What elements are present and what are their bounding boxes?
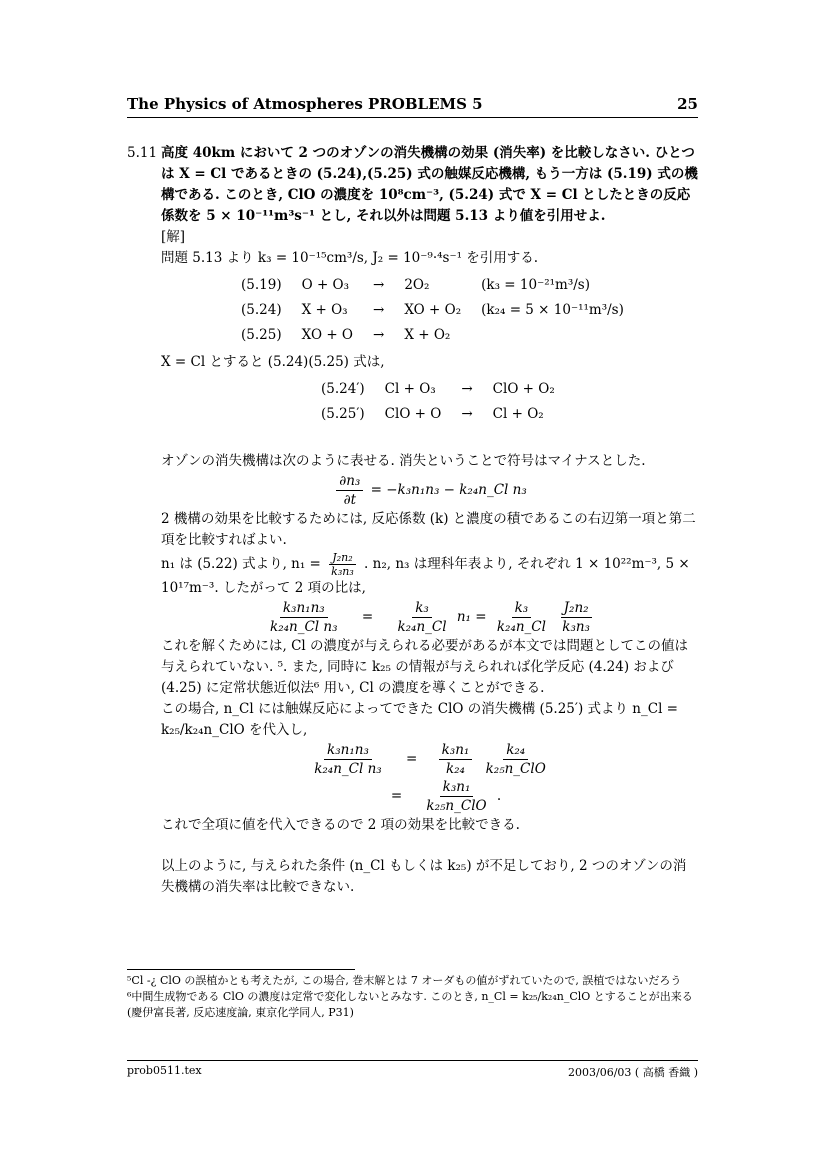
paragraph-3-end: . n₂, n₃ は理科年表より, それぞれ 1 × 10²²m⁻³, 5 × 10¹⁷m⁻³. したがって 2 項の比は, bbox=[161, 556, 690, 596]
reaction-arrow: → bbox=[373, 277, 385, 293]
footnote-rule bbox=[127, 969, 355, 970]
reaction-rhs: Cl + O₂ bbox=[492, 406, 544, 422]
fraction bbox=[328, 551, 357, 578]
header-title: The Physics of Atmospheres PROBLEMS 5 bbox=[127, 95, 483, 113]
fraction-numerator: k₂₄ bbox=[503, 741, 528, 760]
reaction-label: (5.24′) bbox=[321, 381, 365, 397]
fraction-denominator: k₂₄ bbox=[445, 761, 465, 777]
header-page-number: 25 bbox=[677, 95, 698, 113]
problem-text: 高度 40km において 2 つのオゾンの消失機構の効果 (消失率) を比較しなさい. ひとつは X = Cl であるときの (5.24),(5.25) 式の触媒反応機構, もう一方は (5.19) 式の機構である. このとき, ClO の濃度を 10⁸cm⁻³, (5.24) 式で X = Cl としたときの反応係数を 5 × 10⁻¹¹m³s⁻¹ とし, それ以外は問題 5.13 より値を引用せよ. bbox=[161, 145, 698, 224]
reaction-label: (5.19) bbox=[241, 277, 282, 293]
sub-intro: X = Cl とすると (5.24)(5.25) 式は, bbox=[161, 354, 385, 370]
paragraph-7: 以上のように, 与えられた条件 (n_Cl もしくは k₂₅) が不足しており, 2 つのオゾンの消失機構の消失率は比較できない. bbox=[161, 858, 687, 895]
reaction-row bbox=[231, 298, 634, 323]
fraction bbox=[267, 599, 341, 636]
fraction bbox=[311, 741, 385, 778]
fraction-denominator: k₂₄n_Cl bbox=[397, 619, 447, 635]
reaction-row bbox=[231, 273, 634, 298]
reaction-arrow: → bbox=[373, 327, 385, 343]
fraction-numerator: k₃n₁n₃ bbox=[280, 599, 328, 618]
paragraph-4: これを解くためには, Cl の濃度が与えられる必要があるが本文では問題としてこの値は与えられていない. ⁵. また, 同時に k₂₅ の情報が与えられれば化学反応 (4.24) および (4.25) に定常状態近似法⁶ 用い, Cl の濃度を導くことができる. bbox=[161, 638, 689, 696]
fraction-numerator: k₃ bbox=[512, 599, 532, 618]
reaction-note: (k₃ = 10⁻²¹m³/s) bbox=[481, 277, 590, 293]
equals-sign: = bbox=[361, 609, 374, 625]
fraction bbox=[559, 599, 593, 636]
reaction-table bbox=[231, 273, 634, 348]
footer-rule bbox=[127, 1060, 698, 1061]
reaction-rhs: X + O₂ bbox=[404, 327, 451, 343]
fraction bbox=[439, 741, 473, 778]
reaction-arrow: → bbox=[373, 302, 385, 318]
equals-sign: = bbox=[406, 751, 418, 767]
reaction-label: (5.25′) bbox=[321, 406, 365, 422]
fraction-denominator: k₃n₃ bbox=[331, 565, 354, 578]
reaction-lhs: Cl + O₃ bbox=[384, 381, 436, 397]
equation-3-line-2 bbox=[161, 778, 699, 815]
fraction bbox=[423, 778, 489, 815]
reaction-lhs: XO + O bbox=[301, 327, 353, 343]
paragraph-1: オゾンの消失機構は次のように表せる. 消失ということで符号はマイナスとした. bbox=[161, 453, 646, 469]
fraction-denominator: k₂₅n_ClO bbox=[485, 761, 546, 777]
cl-reaction-row bbox=[311, 402, 565, 427]
reaction-row bbox=[231, 323, 634, 348]
fraction-numerator: k₃n₁n₃ bbox=[324, 741, 372, 760]
fraction bbox=[394, 599, 449, 636]
equation-term: n₁ = bbox=[456, 609, 487, 625]
footer-date-author: 2003/06/03 ( 高橋 香織 ) bbox=[568, 1066, 698, 1079]
fraction-numerator: k₃n₁ bbox=[440, 778, 474, 797]
solution-label: [解] bbox=[161, 229, 186, 245]
footnote-6: ⁶中間生成物である ClO の濃度は定常で変化しないとみなす. このとき, n_Cl = k₂₅/k₂₄n_ClO とすることが出来る (慶伊富長著, 反応速度論, 東京化学同人, P31) bbox=[127, 990, 693, 1019]
reaction-rhs: XO + O₂ bbox=[404, 302, 462, 318]
fraction-numerator: k₃ bbox=[412, 599, 432, 618]
page-body bbox=[127, 143, 699, 898]
period: . bbox=[496, 788, 502, 804]
cl-reaction-table bbox=[311, 377, 565, 427]
fraction-denominator: ∂t bbox=[343, 492, 356, 508]
fraction-numerator: k₃n₁ bbox=[439, 741, 473, 760]
page-footer bbox=[127, 1064, 698, 1080]
fraction-numerator: J₂n₂ bbox=[561, 599, 592, 618]
footnote-5: ⁵Cl -¿ ClO の誤植かとも考えたが, この場合, 巻末解とは 7 オーダもの値がずれていたので, 誤植ではないだろう bbox=[127, 974, 682, 987]
cl-reaction-row bbox=[311, 377, 565, 402]
equation-rhs: = −k₃n₁n₃ − k₂₄n_Cl n₃ bbox=[370, 482, 527, 498]
footnotes bbox=[127, 973, 699, 1021]
reaction-lhs: O + O₃ bbox=[301, 277, 350, 293]
problem-number: 5.11 bbox=[127, 145, 158, 161]
problem-statement bbox=[127, 143, 699, 227]
paragraph-2: 2 機構の効果を比較するためには, 反応係数 (k) と濃度の積であるこの右辺第一項と第二項を比較すればよい. bbox=[161, 511, 696, 548]
fraction bbox=[336, 472, 363, 509]
equation-2 bbox=[161, 599, 699, 636]
reaction-rhs: ClO + O₂ bbox=[492, 381, 555, 397]
footer-file: prob0511.tex bbox=[127, 1064, 202, 1077]
fraction bbox=[483, 741, 549, 778]
fraction-denominator: k₂₄n_Cl n₃ bbox=[314, 761, 382, 777]
paragraph-3 bbox=[161, 551, 699, 599]
fraction-denominator: k₂₅n_ClO bbox=[426, 798, 487, 814]
reaction-lhs: X + O₃ bbox=[301, 302, 348, 318]
fraction-denominator: k₂₄n_Cl bbox=[496, 619, 546, 635]
fraction-denominator: k₃n₃ bbox=[562, 619, 590, 635]
reaction-arrow: → bbox=[461, 381, 473, 397]
paragraph-5: この場合, n_Cl には触媒反応によってできた ClO の消失機構 (5.25′) 式より n_Cl = k₂₅/k₂₄n_ClO を代入し, bbox=[161, 701, 678, 738]
equation-3 bbox=[161, 741, 699, 778]
reaction-lhs: ClO + O bbox=[384, 406, 442, 422]
fraction-denominator: k₂₄n_Cl n₃ bbox=[270, 619, 338, 635]
paragraph-6: これで全項に値を代入できるので 2 項の効果を比較できる. bbox=[161, 817, 520, 833]
solution-intro: 問題 5.13 より k₃ = 10⁻¹⁵cm³/s, J₂ = 10⁻⁹·⁴s⁻¹ を引用する. bbox=[161, 250, 539, 266]
equals-sign: = bbox=[390, 788, 403, 804]
header-rule bbox=[127, 117, 698, 118]
paragraph-3-start: n₁ は (5.22) 式より, n₁ = bbox=[161, 556, 321, 572]
page-header bbox=[127, 89, 698, 113]
reaction-label: (5.25) bbox=[241, 327, 282, 343]
fraction bbox=[494, 599, 549, 636]
fraction-numerator: J₂n₂ bbox=[329, 551, 355, 565]
solution bbox=[161, 227, 699, 898]
fraction-numerator: ∂n₃ bbox=[336, 472, 363, 491]
reaction-note bbox=[471, 323, 634, 348]
reaction-note: (k₂₄ = 5 × 10⁻¹¹m³/s) bbox=[481, 302, 624, 318]
reaction-arrow: → bbox=[461, 406, 473, 422]
equation-1 bbox=[161, 472, 699, 509]
reaction-rhs: 2O₂ bbox=[404, 277, 430, 293]
reaction-label: (5.24) bbox=[241, 302, 282, 318]
